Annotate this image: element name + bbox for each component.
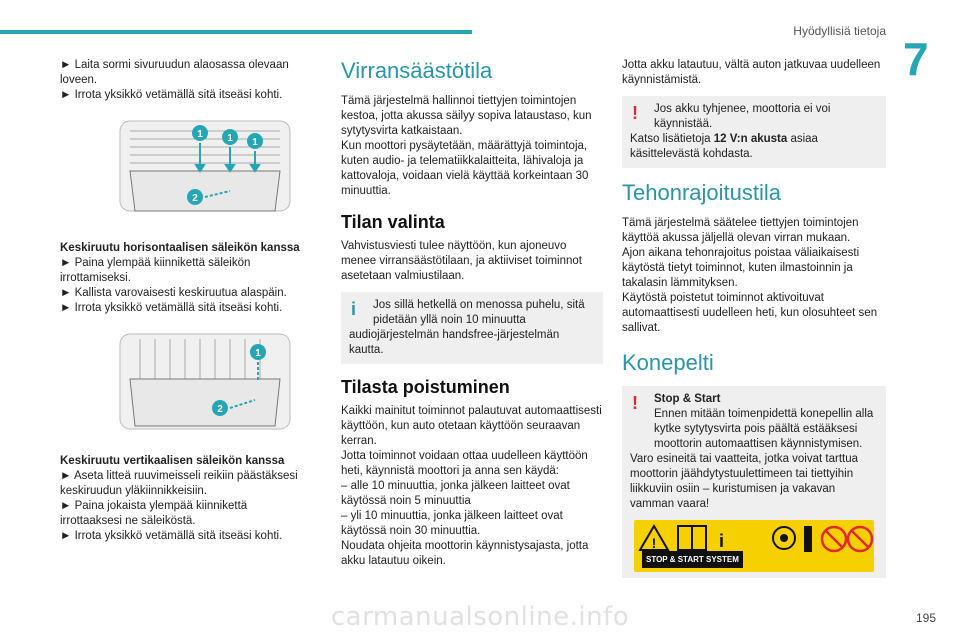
heading-tehonrajoitustila: Tehonrajoitustila — [622, 180, 781, 205]
heading-tilasta-poistuminen: Tilasta poistuminen — [341, 377, 510, 397]
paragraph: Vahvistusviesti tulee näyttöön, kun ajoneuvo menee virransäästötilaan, ja aktiiviset toiminnot asetetaan valmiustilaan. — [341, 240, 582, 282]
note-link-text: 12 V:n akusta — [713, 133, 788, 145]
svg-text:!: ! — [651, 535, 657, 551]
paragraph: – yli 10 minuuttia, jonka jälkeen laitteet ovat käytössä noin 30 minuuttia. — [341, 510, 563, 537]
section-b-step: ► Paina jokaista ylempää kiinnikettä irrottaaksesi ne säleiköstä. — [60, 499, 310, 529]
paragraph: Noudata ohjeita moottorin käynnistysajasta, jotta akku latautuu oikein. — [341, 540, 589, 567]
callout-1: 1 — [255, 348, 261, 359]
callout-1: 1 — [197, 129, 203, 140]
paragraph: Tämä järjestelmä hallinnoi tiettyjen toimintojen kestoa, jotta akussa säilyy sopiva lataustaso, kun sytytysvirta katkaistaan. — [341, 95, 592, 137]
paragraph: Jotta akku latautuu, vältä auton jatkuvaa uudelleen käynnistämistä. — [622, 59, 881, 86]
info-note — [341, 292, 603, 364]
callout-2: 2 — [192, 193, 198, 204]
stop-start-warning-label — [634, 520, 874, 572]
heading-tilan-valinta: Tilan valinta — [341, 212, 445, 232]
warning-icon: ! — [632, 103, 638, 123]
warning-icon: ! — [632, 393, 638, 413]
note-text: audiojärjestelmän handsfree-järjestelmän kautta. — [349, 329, 560, 356]
paragraph: Ajon aikana tehonrajoitus poistaa väliaikaisesti käytöstä tietyt toiminnot, kuten ilmastoinnin ja takalasin lämmityksen. — [622, 247, 860, 289]
paragraph: Käytöstä poistetut toiminnot aktivoituvat automaattisesti uudelleen heti, kun olosuhteet sen sallivat. — [622, 292, 878, 334]
section-b-title: Keskiruutu vertikaalisen säleikön kanssa — [60, 455, 285, 467]
paragraph: Jotta toiminnot voidaan ottaa uudelleen käyttöön heti, käynnistä moottori ja anna sen käydä: — [341, 450, 588, 477]
heading-konepelti: Konepelti — [622, 350, 714, 375]
section-a-step: ► Irrota yksikkö vetämällä sitä itseäsi kohti. — [60, 301, 310, 316]
warning-note — [622, 386, 886, 578]
horizontal-grille-illustration — [100, 111, 310, 231]
chapter-number: 7 — [903, 33, 929, 85]
section-b-step: ► Irrota yksikkö vetämällä sitä itseäsi kohti. — [60, 529, 310, 544]
watermark: carmanualsonline.info — [330, 602, 630, 632]
section-a-title: Keskiruutu horisontaalisen säleikön kanssa — [60, 242, 300, 254]
paragraph: Tämä järjestelmä säätelee tiettyjen toimintojen käyttöä akussa jäljellä olevan virran mukaan. — [622, 217, 859, 244]
page-number: 195 — [915, 611, 936, 625]
stop-start-label-text: STOP & START SYSTEM — [642, 551, 743, 568]
column-3 — [622, 58, 886, 590]
vertical-grille-illustration — [100, 324, 310, 444]
callout-2: 2 — [217, 404, 223, 415]
section-a-step: ► Kallista varovaisesti keskiruutua alaspäin. — [60, 286, 310, 301]
paragraph: Kun moottori pysäytetään, määrättyjä toimintoja, kuten audio- ja telematiikkalaitteita, lähivaloja ja kattovaloja, voidaan vielä käyttää korkeintaan 30 minuuttia. — [341, 140, 589, 197]
paragraph: Kaikki mainitut toiminnot palautuvat automaattisesti käyttöön, kun auto otetaan käyttöön seuraavan kerran. — [341, 405, 602, 447]
note-text: Jos sillä hetkellä on menossa puhelu, sitä pidetään yllä noin 10 minuutta — [373, 299, 585, 326]
warning-note — [622, 96, 886, 168]
svg-text:i: i — [719, 531, 725, 551]
note-title: Stop & Start — [654, 393, 721, 405]
note-text: Ennen mitään toimenpidettä konepellin alla kytke sytytysvirta pois päältä estääksesi moottorin automaattisen käynnistymisen. — [654, 408, 874, 450]
column-2 — [341, 58, 603, 569]
top-accent-bar — [0, 30, 472, 34]
note-text-pre: Katso lisätietoja — [630, 133, 714, 145]
callout-1: 1 — [252, 137, 258, 148]
note-text — [630, 132, 878, 162]
info-icon: i — [351, 299, 357, 319]
section-a-step: ► Paina ylempää kiinnikettä säleikön irrottamiseksi. — [60, 256, 310, 286]
section-b-step: ► Aseta litteä ruuvimeisseli reikiin päästäksesi keskiruudun yläkiinnikkeisiin. — [60, 469, 310, 499]
note-text: Varo esineitä tai vaatteita, jotka voivat tarttua moottorin jäähdytystuulettimeen tai tiettyihin liikkuviin osiin – kuristumisen ja vakavan vamman vaara! — [630, 453, 858, 510]
column-1 — [60, 58, 310, 544]
intro-step: ► Irrota yksikkö vetämällä sitä itseäsi kohti. — [60, 88, 310, 103]
note-text-post: asiaa käsittelevästä kohdasta. — [630, 133, 818, 160]
section-header: Hyödyllisiä tietoja — [793, 24, 886, 38]
intro-step: ► Laita sormi sivuruudun alaosassa olevaan loveen. — [60, 58, 310, 88]
paragraph: – alle 10 minuuttia, jonka jälkeen laitteet ovat käytössä noin 5 minuuttia — [341, 480, 570, 507]
note-text: Jos akku tyhjenee, moottoria ei voi käynnistää. — [654, 103, 831, 130]
callout-1: 1 — [227, 133, 233, 144]
heading-virransaastotila: Virransäästötila — [341, 58, 493, 83]
